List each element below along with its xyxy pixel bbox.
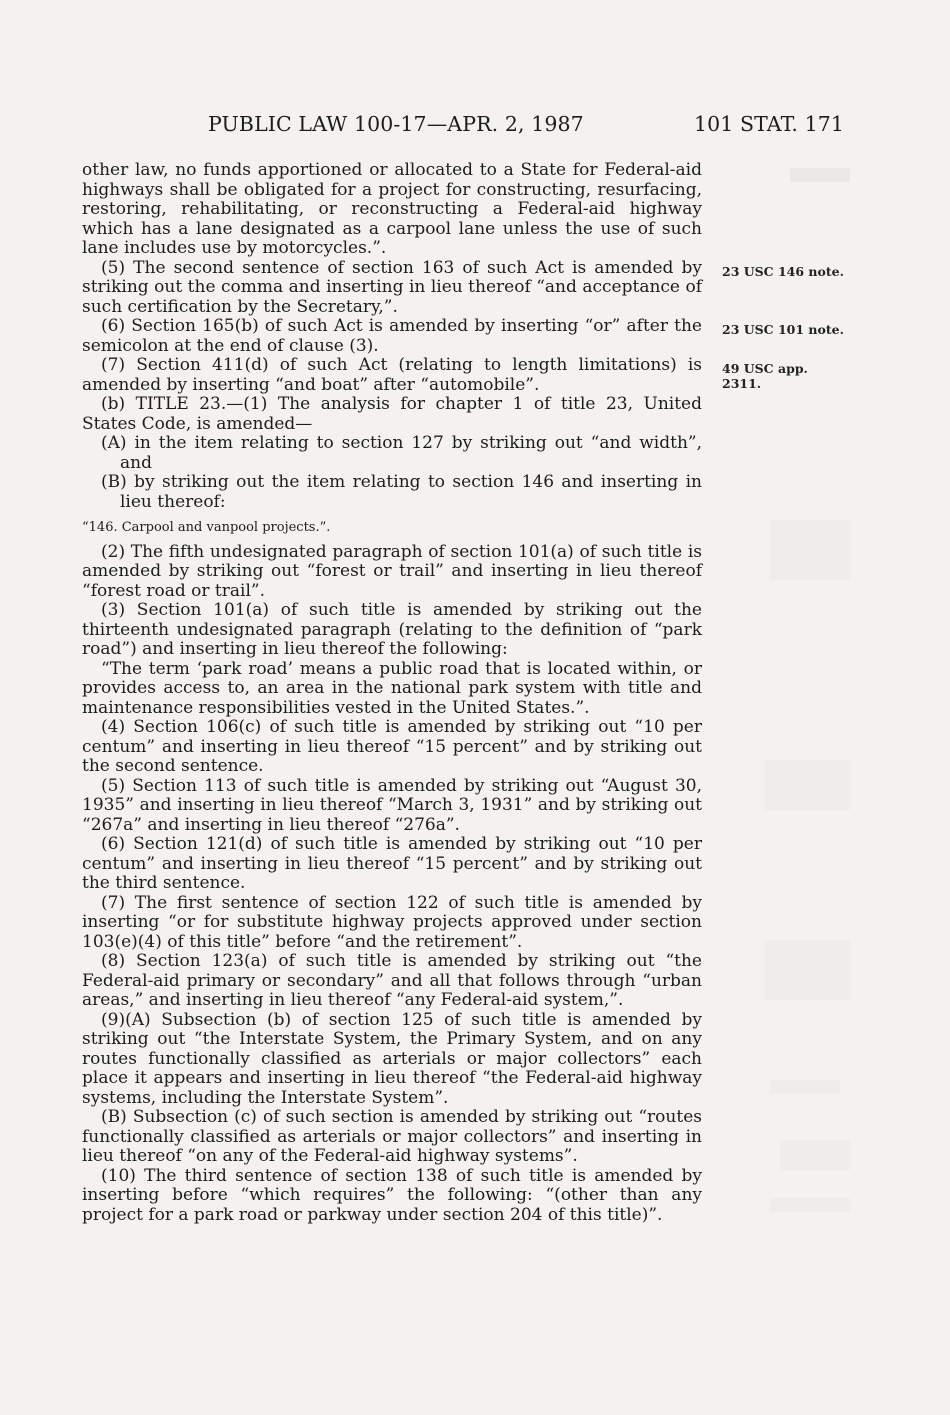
paragraph: (3) Section 101(a) of such title is amended by striking out the thirteenth undesignated paragraph (relating to the definition of “park road”) and inserting in lieu thereof the following: (82, 600, 702, 659)
paragraph: (4) Section 106(c) of such title is amended by striking out “10 per centum” and inserting in lieu thereof “15 percent” and by striking out the second sentence. (82, 717, 702, 776)
law-title: PUBLIC LAW 100-17—APR. 2, 1987 (208, 112, 584, 136)
bleed-through-mark (770, 1198, 850, 1212)
page-header (82, 112, 844, 142)
bleed-through-mark (790, 168, 850, 182)
paragraph: (8) Section 123(a) of such title is amended by striking out “the Federal-aid primary or secondary” and all that follows through “urban areas,” and inserting in lieu thereof “any Federal-aid system,”. (82, 951, 702, 1010)
quoted-definition: “The term ‘park road’ means a public road that is located within, or provides access to, an area in the national park system with title and maintenance responsibilities vested in the United States.”. (82, 658, 702, 718)
paragraph: (B) Subsection (c) of such section is amended by striking out “routes functionally classified as arterials or major collectors” and inserting in lieu thereof “on any of the Federal-aid highway systems”. (82, 1107, 702, 1166)
document-body (82, 161, 702, 1225)
margin-note: 23 USC 146 note. (722, 264, 844, 279)
paragraph: (5) The second sentence of section 163 of such Act is amended by striking out the comma and inserting in lieu thereof “and acceptance of such certification by the Secretary,”. (82, 257, 702, 317)
bleed-through-mark (770, 520, 850, 580)
paragraph: (7) Section 411(d) of such Act (relating to length limitations) is amended by inserting “and boat” after “automobile”. (82, 355, 702, 395)
stat-number: 101 STAT. 171 (693, 112, 844, 136)
bleed-through-mark (780, 1140, 850, 1170)
paragraph: (9)(A) Subsection (b) of section 125 of such title is amended by striking out “the Interstate System, the Primary System, and on any routes functionally classified as arterials or major collectors” each place it appears and inserting in lieu thereof “the Federal-aid highway systems, including the Interstate System”. (82, 1009, 702, 1108)
paragraph: (b) TITLE 23.—(1) The analysis for chapter 1 of title 23, United States Code, is amended— (82, 394, 702, 434)
paragraph: other law, no funds apportioned or allocated to a State for Federal-aid highways shall be obligated for a project for constructing, resurfacing, restoring, rehabilitating, or reconstructing a Federal-aid highway which has a lane designated as a carpool lane unless the use of such lane includes use by motorcycles.”. (82, 160, 702, 258)
section-analysis-line: “146. Carpool and vanpool projects.”. (82, 520, 331, 535)
bleed-through-mark (765, 940, 850, 1000)
paragraph: (5) Section 113 of such title is amended by striking out “August 30, 1935” and inserting in lieu thereof “March 3, 1931” and by striking out “267a” and inserting in lieu thereof “276a”. (82, 775, 702, 835)
paragraph: (7) The first sentence of section 122 of such title is amended by inserting “or for substitute highway projects approved under section 103(e)(4) of this title” before “and the retirement”. (82, 892, 702, 952)
paragraph: (6) Section 165(b) of such Act is amended by inserting “or” after the semicolon at the end of clause (3). (82, 316, 702, 356)
list-item: (B) by striking out the item relating to section 146 and inserting in lieu thereof: (101, 472, 702, 512)
margin-note: 2311. (722, 376, 762, 391)
margin-note: 49 USC app. (722, 361, 808, 376)
bleed-through-mark (765, 760, 850, 810)
paragraph: (10) The third sentence of section 138 of such title is amended by inserting before “which requires” the following: “(other than any project for a park road or parkway under section 204 of this title)”. (82, 1165, 702, 1225)
bleed-through-mark (770, 1080, 840, 1094)
paragraph: (6) Section 121(d) of such title is amended by striking out “10 per centum” and inserting in lieu thereof “15 percent” and by striking out the third sentence. (82, 834, 702, 893)
margin-note: 23 USC 101 note. (722, 322, 844, 337)
paragraph: (2) The fifth undesignated paragraph of section 101(a) of such title is amended by striking out “forest or trail” and inserting in lieu thereof “forest road or trail”. (82, 541, 702, 601)
list-item: (A) in the item relating to section 127 by striking out “and width”, and (101, 433, 702, 473)
